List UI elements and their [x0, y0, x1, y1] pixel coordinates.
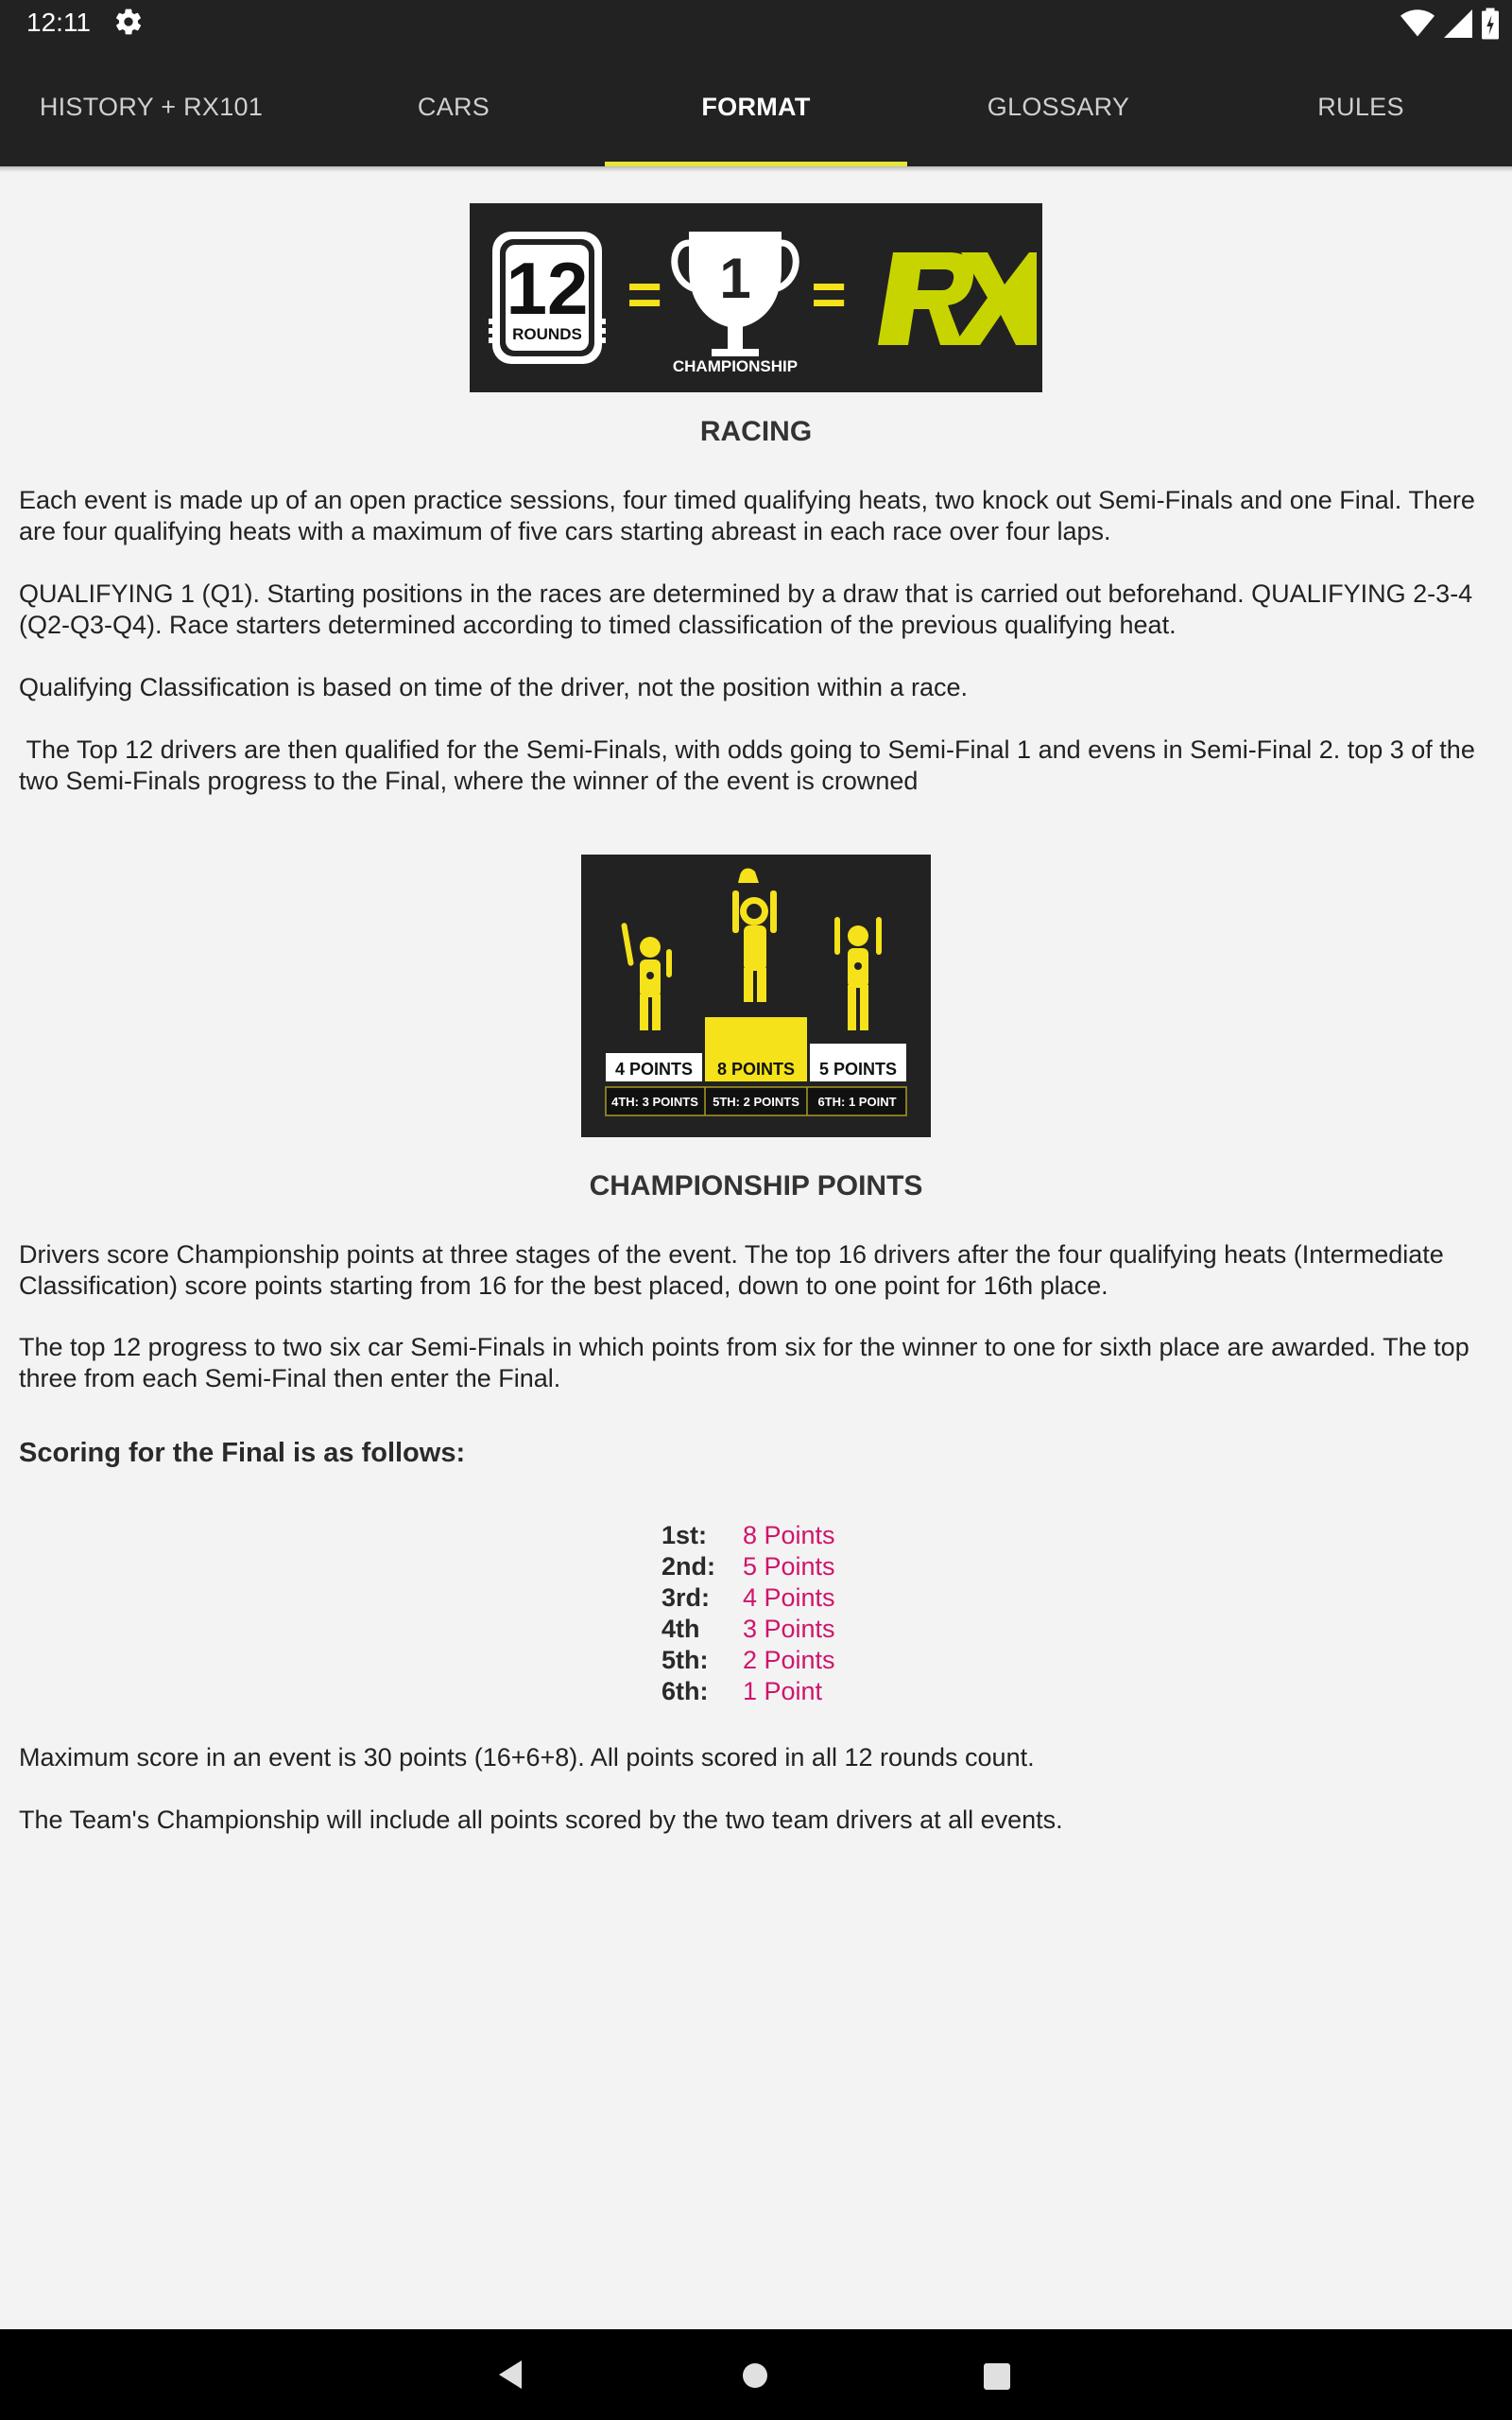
wifi-icon — [1400, 9, 1435, 38]
scoring-place: 5th: — [662, 1646, 709, 1674]
tab-history-rx101[interactable]: HISTORY + RX101 — [39, 93, 264, 121]
scoring-points: 3 Points — [743, 1615, 835, 1643]
team-championship-paragraph: The Team's Championship will include all points scored by the two team drivers at all events. — [19, 1806, 1063, 1834]
tab-glossary[interactable]: GLOSSARY — [987, 93, 1130, 121]
status-time: 12:11 — [26, 8, 91, 37]
navigation-bar — [0, 2329, 1512, 2420]
scoring-row — [662, 1676, 835, 1707]
back-icon[interactable] — [493, 2358, 527, 2392]
racing-paragraph-1: Each event is made up of an open practice sessions, four timed qualifying heats, two knock out Semi-Finals and one Final. There are four qualifying heats with a maximum of five cars starting abreast in each race over four laps. — [19, 486, 1475, 545]
racing-paragraph-2: QUALIFYING 1 (Q1). Starting positions in the races are determined by a draw that is carried out beforehand. QUALIFYING 2-3-4 (Q2-Q3-Q4). Race starters determined according to timed classification of the previous qualifying heat. — [19, 579, 1473, 639]
scoring-row — [662, 1614, 835, 1645]
podium-fourth: 4TH: 3 POINTS — [611, 1095, 698, 1109]
scoring-heading: Scoring for the Final is as follows: — [19, 1438, 466, 1468]
scoring-row — [662, 1645, 835, 1676]
battery-icon — [1482, 8, 1499, 40]
scoring-points: 4 Points — [743, 1583, 835, 1612]
podium-left-points: 4 POINTS — [614, 1060, 694, 1079]
tab-cars[interactable]: CARS — [417, 93, 490, 121]
podium-fifth: 5TH: 2 POINTS — [713, 1095, 799, 1109]
scoring-row — [662, 1520, 835, 1551]
final-scoring-table — [662, 1520, 835, 1707]
podium-points-image — [581, 855, 931, 1137]
settings-gear-icon — [113, 7, 144, 37]
scoring-points: 8 Points — [743, 1521, 835, 1549]
racing-paragraph-4: The Top 12 drivers are then qualified for the Semi-Finals, with odds going to Semi-Final 1 and evens in Semi-Final 2. top 3 of the two Semi-Finals progress to the Final, where the winner of the event is crowned — [19, 735, 1483, 795]
trophy-number: 1 — [719, 247, 751, 310]
max-score-paragraph: Maximum score in an event is 30 points (16+6+8). All points scored in all 12 rounds count. — [19, 1743, 1035, 1772]
rounds-label: ROUNDS — [512, 325, 582, 343]
scoring-points: 5 Points — [743, 1552, 835, 1581]
scoring-place: 1st: — [662, 1521, 708, 1549]
podium-sixth: 6TH: 1 POINT — [817, 1095, 897, 1109]
scoring-row — [662, 1551, 835, 1582]
tab-bar-shadow — [0, 166, 1512, 172]
scoring-place: 6th: — [662, 1677, 709, 1705]
championship-heading: CHAMPIONSHIP POINTS — [589, 1170, 923, 1201]
equals-sign-1: = — [627, 260, 662, 328]
scoring-points: 2 Points — [743, 1646, 835, 1674]
recents-icon[interactable] — [983, 2362, 1011, 2391]
signal-icon — [1444, 9, 1472, 38]
format-banner-image — [470, 203, 1042, 392]
scoring-place: 2nd: — [662, 1552, 715, 1581]
rounds-number: 12 — [506, 247, 589, 330]
racing-paragraph-3: Qualifying Classification is based on time of the driver, not the position within a race. — [19, 673, 969, 701]
home-icon[interactable] — [741, 2361, 769, 2390]
championship-paragraph-1: Drivers score Championship points at three stages of the event. The top 16 drivers after the four qualifying heats (Intermediate Classification) score points starting from 16 for the best placed, down to one point for 16th place. — [19, 1240, 1444, 1300]
championship-paragraph-2: The top 12 progress to two six car Semi-Finals in which points from six for the winner to one for sixth place are awarded. The top three from each Semi-Final then enter the Final. — [19, 1333, 1469, 1392]
scoring-place: 3rd: — [662, 1583, 711, 1612]
racing-heading: RACING — [699, 416, 813, 447]
rounds-badge-icon — [489, 232, 606, 364]
scoring-row — [662, 1582, 835, 1614]
tab-bar — [0, 47, 1512, 166]
tab-format[interactable]: FORMAT — [605, 47, 907, 166]
podium-center-points: 8 POINTS — [716, 1060, 796, 1079]
status-icons — [1400, 8, 1499, 40]
podium-right-points: 5 POINTS — [818, 1060, 898, 1079]
status-bar — [0, 0, 1512, 47]
scoring-points: 1 Point — [743, 1677, 823, 1705]
tab-rules[interactable]: RULES — [1317, 93, 1404, 121]
equals-sign-2: = — [811, 260, 847, 328]
championship-label: CHAMPIONSHIP — [672, 357, 799, 375]
scoring-place: 4th — [662, 1615, 700, 1643]
